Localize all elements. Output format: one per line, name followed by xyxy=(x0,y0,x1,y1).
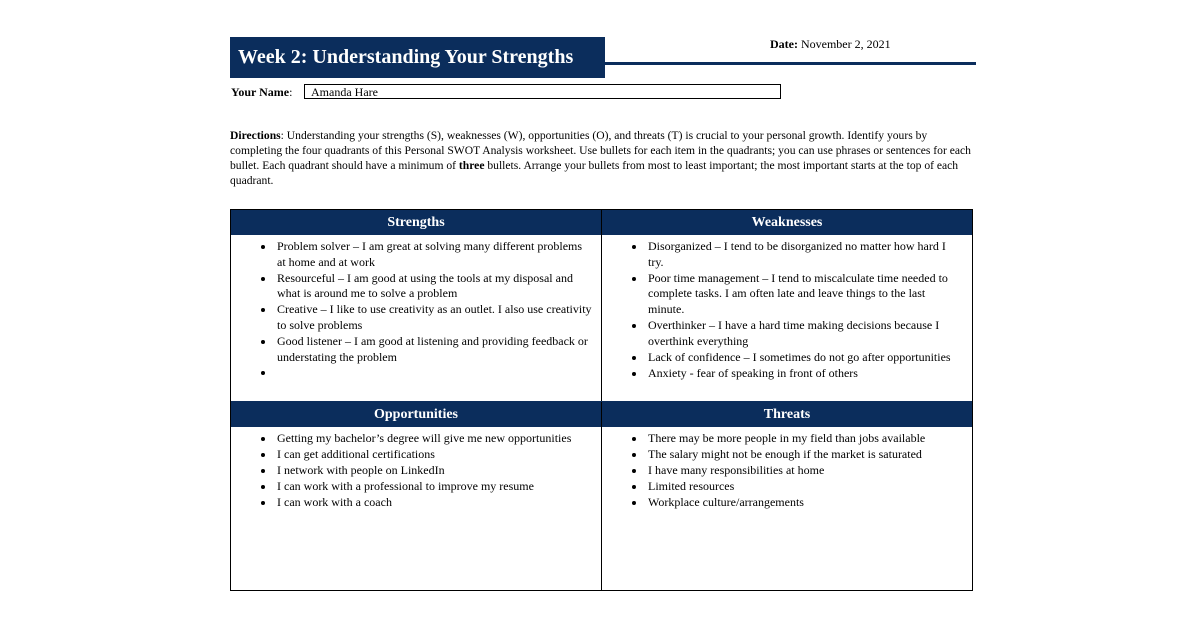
threats-header: Threats xyxy=(602,402,972,427)
list-item[interactable]: • Good listener – I am good at listening and providing feedback or understating the problem xyxy=(275,334,601,366)
page-title: Week 2: Understanding Your Strengths xyxy=(230,37,605,78)
list-item[interactable]: • Poor time management – I tend to miscalculate time needed to complete tasks. I am often late and leave things to the last minute. xyxy=(646,271,972,318)
list-item[interactable]: • Limited resources xyxy=(646,479,972,495)
list-item[interactable]: • Resourceful – I am good at using the tools at my disposal and what is around me to solve a problem xyxy=(275,271,601,303)
threats-list xyxy=(602,431,972,511)
title-rule xyxy=(605,62,976,65)
list-item[interactable]: • Disorganized – I tend to be disorganized no matter how hard I try. xyxy=(646,239,972,271)
opportunities-quadrant xyxy=(231,402,602,590)
list-item[interactable]: • I network with people on LinkedIn xyxy=(275,463,601,479)
date-label: Date: xyxy=(770,37,798,51)
list-item[interactable]: • I can get additional certifications xyxy=(275,447,601,463)
directions-label: Directions xyxy=(230,129,281,142)
directions-paragraph xyxy=(230,128,975,188)
opportunities-header: Opportunities xyxy=(231,402,601,427)
list-item[interactable]: • I have many responsibilities at home xyxy=(646,463,972,479)
weaknesses-quadrant xyxy=(602,210,972,402)
name-label xyxy=(231,85,292,100)
directions-text-2: bullets. Arrange your bullets from most to least important; the most important starts at the top of each quadrant. xyxy=(230,159,959,187)
weaknesses-header: Weaknesses xyxy=(602,210,972,235)
date-line xyxy=(770,37,891,52)
list-item[interactable]: • Creative – I like to use creativity as an outlet. I also use creativity to solve problems xyxy=(275,302,601,334)
list-item[interactable]: • Problem solver – I am great at solving many different problems at home and at work xyxy=(275,239,601,271)
list-item[interactable]: • Workplace culture/arrangements xyxy=(646,495,972,511)
weaknesses-list xyxy=(602,239,972,382)
name-label-colon: : xyxy=(289,85,293,99)
directions-text-1: : Understanding your strengths (S), weaknesses (W), opportunities (O), and threats (T) is crucial to your personal growth. Identify yours by completing the four quadrants of this Personal SWOT Analysis worksheet. Use bullets for each item in the quadrants; you can use phrases or sentences for each bullet. Each quadrant should have a minimum of xyxy=(230,129,971,172)
name-field[interactable]: Amanda Hare xyxy=(304,84,781,99)
threats-quadrant xyxy=(602,402,972,590)
strengths-list xyxy=(231,239,601,381)
list-item[interactable]: • Getting my bachelor’s degree will give me new opportunities xyxy=(275,431,601,447)
list-item[interactable]: • Lack of confidence – I sometimes do not go after opportunities xyxy=(646,350,972,366)
strengths-quadrant xyxy=(231,210,602,402)
strengths-header: Strengths xyxy=(231,210,601,235)
list-item[interactable]: • Overthinker – I have a hard time making decisions because I overthink everything xyxy=(646,318,972,350)
opportunities-list xyxy=(231,431,601,511)
list-item[interactable]: • I can work with a coach xyxy=(275,495,601,511)
list-item[interactable]: • There may be more people in my field than jobs available xyxy=(646,431,972,447)
list-item[interactable]: • I can work with a professional to improve my resume xyxy=(275,479,601,495)
swot-grid xyxy=(230,209,973,591)
list-item[interactable] xyxy=(275,365,601,381)
list-item[interactable]: • The salary might not be enough if the market is saturated xyxy=(646,447,972,463)
date-value: November 2, 2021 xyxy=(800,37,891,51)
directions-emphasis: three xyxy=(458,159,485,172)
list-item[interactable]: • Anxiety - fear of speaking in front of others xyxy=(646,366,972,382)
name-label-text: Your Name xyxy=(231,85,290,99)
